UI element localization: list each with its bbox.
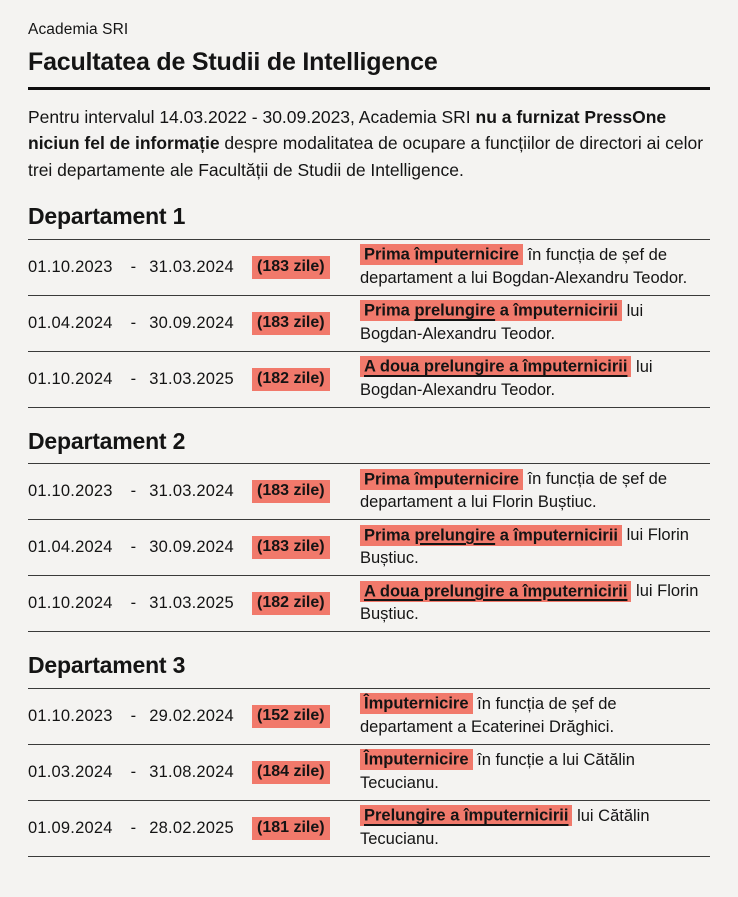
table-row bbox=[28, 239, 710, 295]
description bbox=[360, 745, 710, 800]
description bbox=[360, 352, 710, 407]
date-range bbox=[28, 819, 252, 838]
date-separator: - bbox=[130, 762, 137, 781]
highlighted-text bbox=[360, 581, 631, 602]
underlined-text: A doua prelungire a împuternicirii bbox=[364, 357, 628, 376]
kicker: Academia SRI bbox=[28, 21, 129, 38]
description-rest: lui Florin Buștiuc. bbox=[360, 582, 699, 624]
duration-cell bbox=[252, 705, 360, 728]
duration-cell bbox=[252, 480, 360, 503]
date-to: 29.02.2024 bbox=[149, 706, 234, 725]
description bbox=[360, 576, 710, 631]
table-row bbox=[28, 295, 710, 351]
highlighted-text: Prima împuternicire bbox=[360, 244, 523, 265]
date-to: 30.09.2024 bbox=[149, 538, 234, 557]
date-range bbox=[28, 314, 252, 333]
duration-cell bbox=[252, 536, 360, 559]
description bbox=[360, 801, 710, 856]
date-to: 28.02.2025 bbox=[149, 818, 234, 837]
duration-badge: (183 zile) bbox=[252, 480, 330, 503]
table-row bbox=[28, 519, 710, 575]
department-table bbox=[28, 463, 710, 632]
department-section-2 bbox=[28, 428, 710, 633]
duration-badge: (183 zile) bbox=[252, 312, 330, 335]
description bbox=[360, 520, 710, 575]
highlighted-text: Împuternicire bbox=[360, 749, 473, 770]
date-separator: - bbox=[130, 369, 137, 388]
table-row bbox=[28, 688, 710, 744]
date-range bbox=[28, 258, 252, 277]
date-separator: - bbox=[130, 257, 137, 276]
description-rest: în funcția de șef de departament a lui Bogdan-Alexandru Teodor. bbox=[360, 245, 688, 287]
date-from: 01.04.2024 bbox=[28, 313, 113, 332]
underlined-text: prelungire bbox=[414, 301, 496, 320]
department-title: Departament 2 bbox=[28, 427, 186, 454]
table-row bbox=[28, 575, 710, 631]
description-rest: în funcția de șef de departament a Ecaterinei Drăghici. bbox=[360, 694, 617, 736]
date-separator: - bbox=[130, 818, 137, 837]
duration-badge: (181 zile) bbox=[252, 817, 330, 840]
department-table bbox=[28, 239, 710, 408]
date-to: 30.09.2024 bbox=[149, 313, 234, 332]
intro-text-bold: nu a furnizat PressOne niciun fel de informație bbox=[28, 106, 667, 154]
date-range bbox=[28, 707, 252, 726]
duration-badge: (183 zile) bbox=[252, 256, 330, 279]
department-section-1 bbox=[28, 203, 710, 408]
duration-cell bbox=[252, 368, 360, 391]
description-rest: în funcție a lui Cătălin Tecucianu. bbox=[360, 750, 635, 792]
date-range bbox=[28, 482, 252, 501]
duration-cell bbox=[252, 256, 360, 279]
date-range bbox=[28, 538, 252, 557]
description-rest: lui Bogdan-Alexandru Teodor. bbox=[360, 357, 653, 399]
date-range bbox=[28, 594, 252, 613]
date-from: 01.09.2024 bbox=[28, 818, 113, 837]
date-separator: - bbox=[130, 706, 137, 725]
department-table bbox=[28, 688, 710, 857]
duration-badge: (152 zile) bbox=[252, 705, 330, 728]
underlined-text: Prelungire a împuternicirii bbox=[364, 806, 569, 825]
table-row bbox=[28, 800, 710, 856]
intro-text-post: despre modalitatea de ocupare a funcțiilor de directori ai celor trei departamente ale Facultății de Studii de Intelligence. bbox=[28, 133, 704, 180]
highlighted-text: Împuternicire bbox=[360, 693, 473, 714]
intro-paragraph bbox=[28, 104, 710, 184]
highlighted-text: Prima prelungire a împuternicirii bbox=[360, 300, 622, 321]
department-title: Departament 1 bbox=[28, 203, 186, 230]
duration-cell bbox=[252, 312, 360, 335]
description-rest: în funcția de șef de departament a lui Florin Buștiuc. bbox=[360, 470, 667, 512]
date-from: 01.10.2023 bbox=[28, 706, 113, 725]
duration-badge: (183 zile) bbox=[252, 536, 330, 559]
date-to: 31.03.2024 bbox=[149, 257, 234, 276]
description-rest: lui Florin Buștiuc. bbox=[360, 526, 689, 568]
date-to: 31.08.2024 bbox=[149, 762, 234, 781]
description bbox=[360, 689, 710, 744]
table-row bbox=[28, 463, 710, 519]
department-title: Departament 3 bbox=[28, 652, 186, 679]
date-from: 01.10.2024 bbox=[28, 369, 113, 388]
description bbox=[360, 464, 710, 519]
underlined-text: A doua prelungire a împuternicirii bbox=[364, 582, 628, 601]
duration-cell bbox=[252, 817, 360, 840]
date-separator: - bbox=[130, 482, 137, 501]
date-to: 31.03.2024 bbox=[149, 482, 234, 501]
date-range bbox=[28, 370, 252, 389]
underlined-text: prelungire bbox=[414, 526, 496, 545]
description-rest: lui Bogdan-Alexandru Teodor. bbox=[360, 301, 644, 343]
department-section-3 bbox=[28, 652, 710, 857]
date-from: 01.10.2023 bbox=[28, 482, 113, 501]
date-separator: - bbox=[130, 594, 137, 613]
description-rest: lui Cătălin Tecucianu. bbox=[360, 806, 650, 848]
duration-cell bbox=[252, 761, 360, 784]
date-to: 31.03.2025 bbox=[149, 594, 234, 613]
description bbox=[360, 240, 710, 295]
date-separator: - bbox=[130, 538, 137, 557]
date-range bbox=[28, 763, 252, 782]
date-to: 31.03.2025 bbox=[149, 369, 234, 388]
highlighted-text bbox=[360, 805, 572, 826]
description bbox=[360, 296, 710, 351]
date-from: 01.04.2024 bbox=[28, 538, 113, 557]
date-from: 01.10.2023 bbox=[28, 257, 113, 276]
title-rule bbox=[28, 87, 710, 90]
duration-badge: (182 zile) bbox=[252, 368, 330, 391]
date-from: 01.10.2024 bbox=[28, 594, 113, 613]
date-separator: - bbox=[130, 313, 137, 332]
duration-badge: (184 zile) bbox=[252, 761, 330, 784]
page-title: Facultatea de Studii de Intelligence bbox=[28, 47, 438, 76]
table-row bbox=[28, 351, 710, 407]
duration-badge: (182 zile) bbox=[252, 592, 330, 615]
table-row bbox=[28, 744, 710, 800]
highlighted-text: Prima împuternicire bbox=[360, 469, 523, 490]
highlighted-text: Prima prelungire a împuternicirii bbox=[360, 525, 622, 546]
date-from: 01.03.2024 bbox=[28, 762, 113, 781]
highlighted-text bbox=[360, 356, 631, 377]
duration-cell bbox=[252, 592, 360, 615]
intro-text-pre: Pentru intervalul 14.03.2022 - 30.09.2023, Academia SRI bbox=[28, 106, 476, 127]
